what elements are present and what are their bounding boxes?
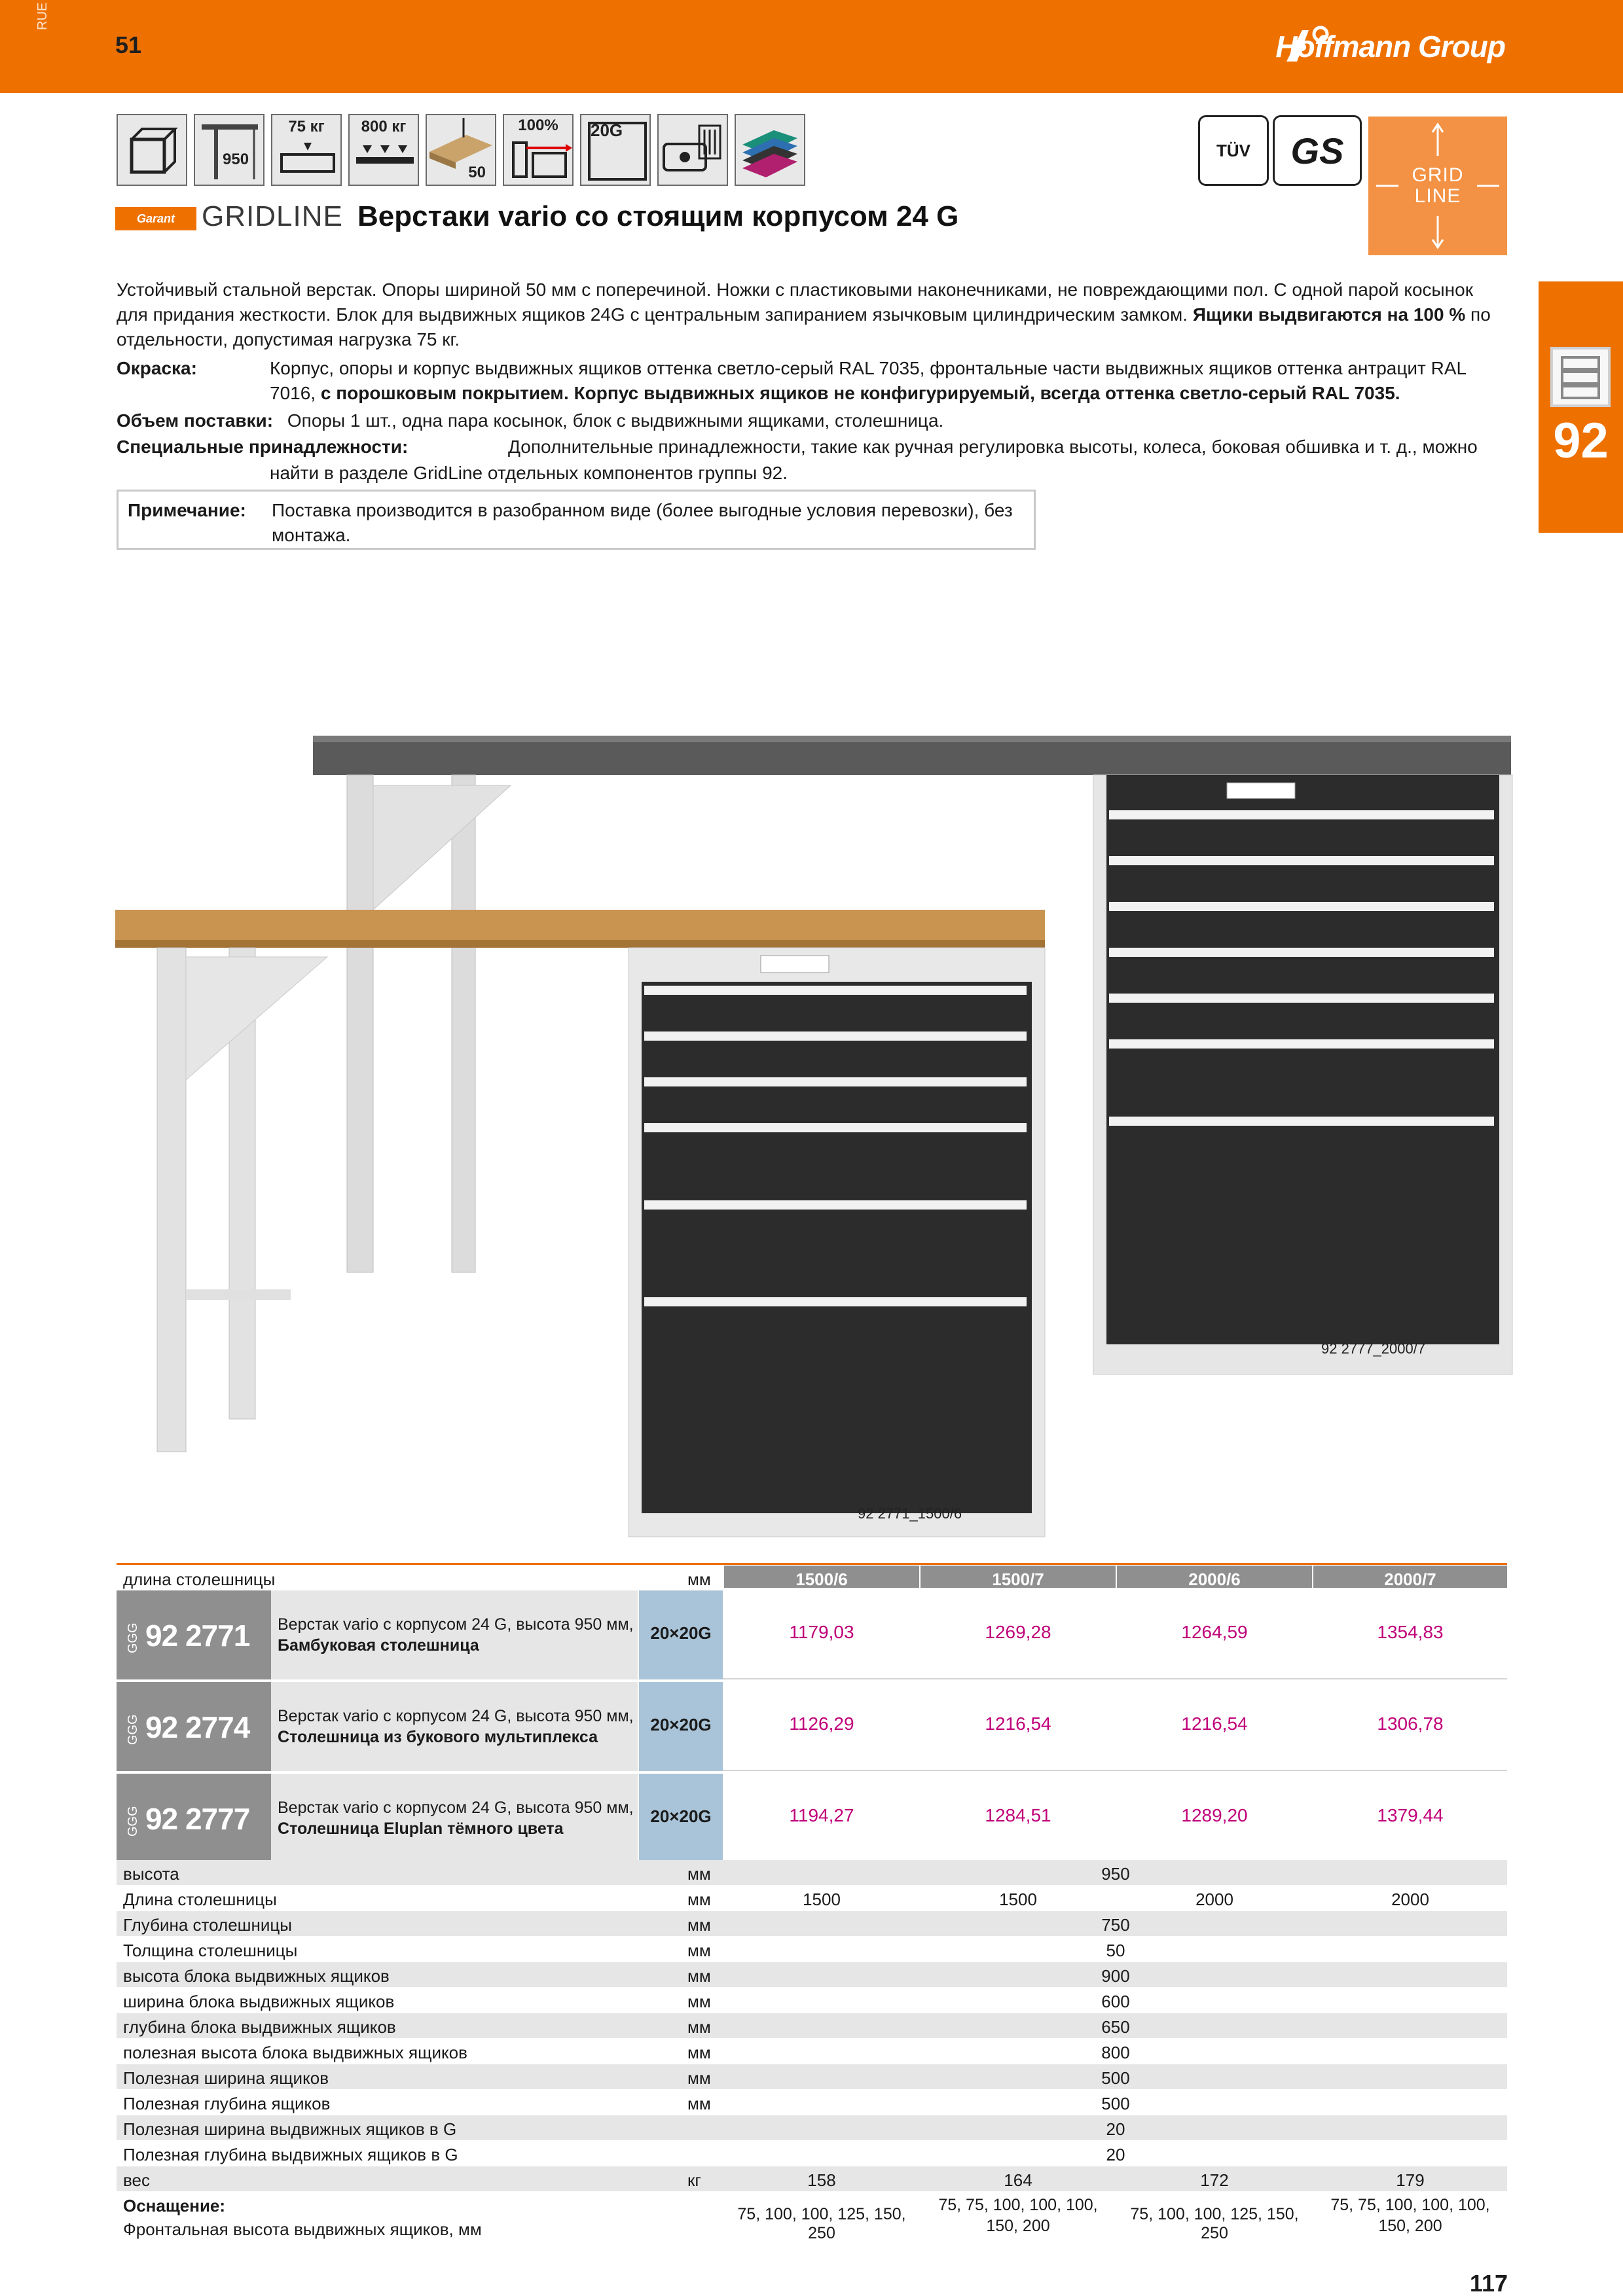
table-top-rule (117, 1563, 1507, 1565)
article-description: Верстак vario с корпусом 24 G, высота 950 мм, Столешница из букового мультиплекса (271, 1682, 638, 1771)
spec-row: Полезная ширина выдвижных ящиков в G 20 (117, 2115, 1507, 2140)
caption-right: 92 2777_2000/7 (1321, 1340, 1426, 1357)
page-number: 117 (1469, 2270, 1508, 2296)
extension-icon: 100% (503, 114, 574, 186)
gridline-logo: GRIDLINE (202, 200, 343, 232)
tuv-badge: TÜV (1198, 115, 1269, 186)
feature-icons (117, 114, 805, 186)
col-1500-6: 1500/6 (724, 1566, 919, 1588)
row-divider (723, 1770, 1507, 1771)
page-number-left: 51 (115, 31, 142, 58)
price-cell: 1194,27 (789, 1805, 854, 1825)
equipment-row: Оснащение: Фронтальная высота выдвижных ящиков, мм 75, 100, 100, 125, 150, 250 75, 75, 100, 100, 100, 150, 200 75, 100, 100, 125, 150, 250 75, 75, 100, 100, 100, 150, 200 (123, 2196, 1490, 2242)
article-code: GGG 92 2771 (117, 1590, 271, 1679)
spec-row: вес кг 158 164 172 179 (117, 2166, 1507, 2191)
table-header-row: длина столешницы мм 1500/6 1500/7 2000/6 2000/7 (117, 1566, 1507, 1590)
lock-icon (657, 114, 728, 186)
scope-row: Объем поставки: Опоры 1 шт., одна пара косынок, блок с выдвижными ящиками, столешница. (117, 410, 944, 431)
spec-row: Полезная глубина ящиков мм 500 (123, 2094, 1130, 2113)
price-cell: 1216,54 (1181, 1713, 1248, 1734)
spec-row: ширина блока выдвижных ящиков мм 600 (123, 1992, 1130, 2011)
price-cell: 1284,51 (985, 1805, 1051, 1825)
load-drawer-icon: 75 кг (271, 114, 342, 186)
spec-row: Длина столешницы мм 1500 1500 2000 2000 (123, 1890, 1429, 1909)
colors-icon (735, 114, 805, 186)
article-description: Верстак vario с корпусом 24 G, высота 950 мм, Бамбуковая столешница (271, 1590, 638, 1679)
grid-size: 20×20G (639, 1682, 723, 1771)
article-code: GGG 92 2777 (117, 1774, 271, 1863)
spec-row: полезная высота блока выдвижных ящиков мм 800 (123, 2043, 1130, 2062)
paint-row: Окраска: (117, 358, 197, 378)
price-cell: 1126,29 (789, 1713, 854, 1734)
price-cell: 1264,59 (1181, 1622, 1248, 1642)
accessories-value-2: найти в разделе GridLine отдельных компонентов группы 92. (270, 463, 788, 483)
worktop-icon: 50 (426, 114, 496, 186)
page-title: Верстаки vario со стоящим корпусом 24 G (357, 200, 959, 232)
article-code: GGG 92 2774 (117, 1682, 271, 1771)
header-bar (0, 0, 1623, 93)
section-tab[interactable] (1539, 281, 1623, 533)
height-icon: 950 (194, 114, 264, 186)
spec-row: Толщина столешницы мм 50 (123, 1941, 1125, 1960)
note-box: Примечание: Поставка производится в разобранном виде (более выгодные условия перевозки), без монтажа. (117, 490, 1036, 550)
price-cell: 1216,54 (985, 1713, 1051, 1734)
col-2000-7: 2000/7 (1313, 1566, 1507, 1588)
brand-name: Hoffmann Group (1275, 29, 1505, 63)
section-number: 92 (1553, 413, 1609, 469)
price-cell: 1289,20 (1181, 1805, 1248, 1825)
gridline-badge (1368, 117, 1507, 255)
row-divider (723, 1678, 1507, 1679)
load-total-icon: 800 кг (348, 114, 419, 186)
article-row[interactable] (117, 1682, 1507, 1771)
grid-size: 20×20G (639, 1590, 723, 1679)
paint-value: Корпус, опоры и корпус выдвижных ящиков оттенка светло-серый RAL 7035, фронтальные части выдвижных ящиков оттенка антрацит RAL 7016, с порошковым покрытием. Корпус выдвижных ящиков не конфигурируемый, всегда оттенка светло-серый RAL 7035. (270, 358, 1467, 403)
drawer-cabinet-icon (1550, 347, 1611, 407)
grid-icon: 20G (580, 114, 651, 186)
spec-row: Глубина столешницы мм 750 (117, 1911, 1507, 1936)
price-cell: 1179,03 (789, 1622, 854, 1642)
garant-logo: Garant (115, 207, 196, 230)
language-code: RUE (35, 2, 50, 30)
spec-row: Полезная ширина ящиков мм 500 (117, 2064, 1507, 2089)
spec-row: высота блока выдвижных ящиков мм 900 (117, 1962, 1507, 1987)
spec-row: глубина блока выдвижных ящиков мм 650 (117, 2013, 1507, 2038)
spec-row: Полезная глубина выдвижных ящиков в G 20 (123, 2145, 1125, 2164)
price-cell: 1354,83 (1377, 1622, 1444, 1642)
workbench-illustration (111, 713, 1519, 1538)
accessories-value-1: Дополнительные принадлежности, такие как ручная регулировка высоты, колеса, боковая обшивка и т. д., можно (508, 437, 1478, 457)
gs-badge: GS (1273, 115, 1362, 186)
grid-size: 20×20G (639, 1774, 723, 1863)
description-paragraph: Устойчивый стальной верстак. Опоры шириной 50 мм с поперечиной. Ножки с пластиковыми наконечниками, не повреждающими пол. С одной парой косынок для придания жесткости. Блок для выдвижных ящиков 24G с центральным запиранием язычковым цилиндрическим замком. Ящики выдвигаются на 100 % по отдельности, допустимая нагрузка 75 кг. (117, 279, 1491, 350)
price-cell: 1269,28 (985, 1622, 1051, 1642)
article-row[interactable] (117, 1774, 1507, 1863)
col-2000-6: 2000/6 (1117, 1566, 1312, 1588)
col-1500-7: 1500/7 (921, 1566, 1116, 1588)
profile-icon (117, 114, 187, 186)
gridline-badge-label: GRID LINE (1412, 164, 1464, 207)
accessories-row: Специальные принадлежности: (117, 437, 409, 457)
article-row[interactable] (117, 1590, 1507, 1679)
price-cell: 1306,78 (1377, 1713, 1444, 1734)
article-description: Верстак vario с корпусом 24 G, высота 950 мм, Столешница Eluplan тёмного цвета (271, 1774, 638, 1863)
price-cell: 1379,44 (1377, 1805, 1444, 1825)
arrows-icon (1372, 120, 1503, 251)
caption-left: 92 2771_1500/6 (858, 1505, 962, 1522)
spec-row: высота мм 950 (117, 1860, 1507, 1885)
